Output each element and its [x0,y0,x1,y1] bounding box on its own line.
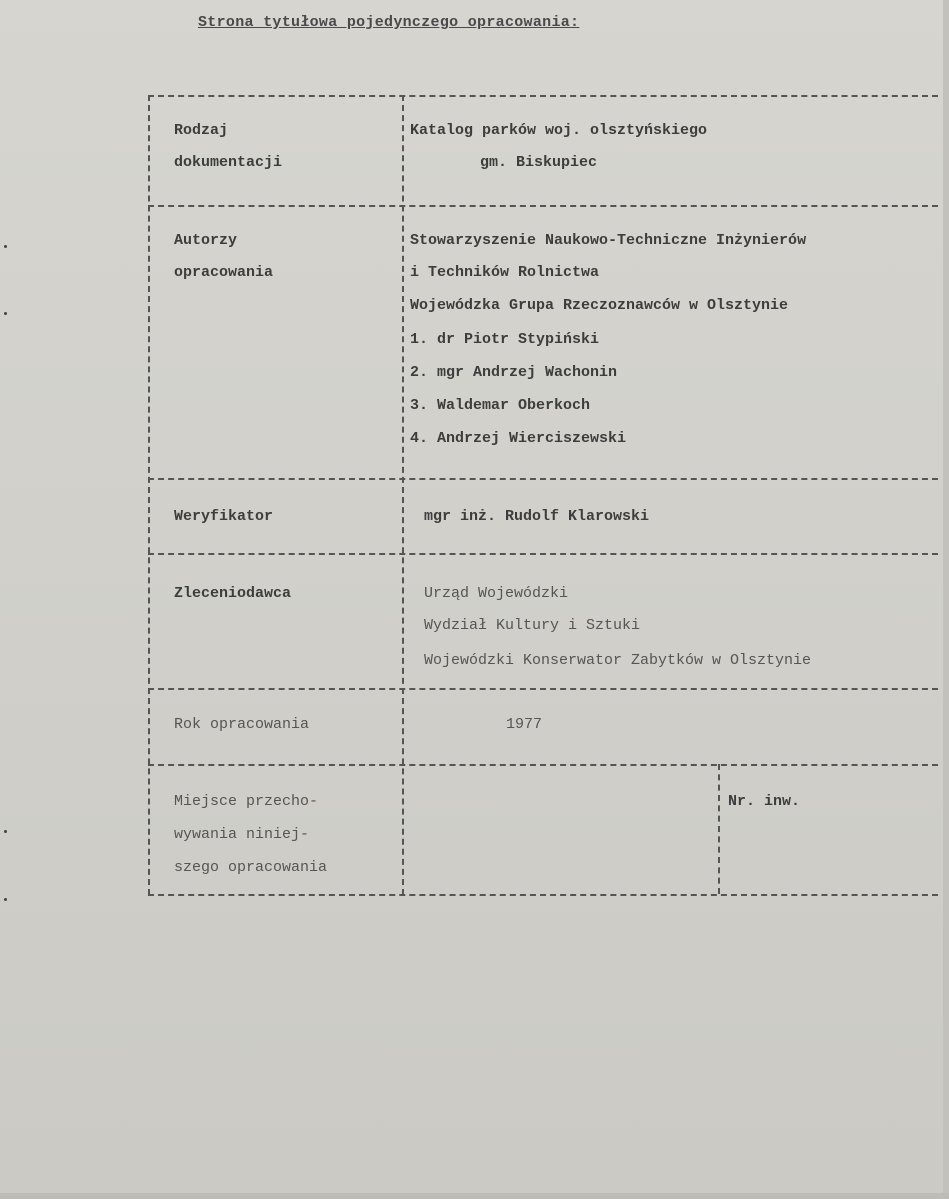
margin-dot [4,830,7,833]
row-value-rodzaj: Katalog parków woj. olsztyńskiego [410,122,708,139]
page-edge [943,0,949,1199]
table-border-left [148,95,150,895]
row-label-miejsce: szego opracowania [174,859,328,876]
page-title: Strona tytułowa pojedynczego opracowania: [198,14,580,31]
row-label-rodzaj: Rodzaj [174,122,229,139]
row-value-weryfikator: mgr inż. Rudolf Klarowski [424,508,650,525]
author-line: Stowarzyszenie Naukowo-Techniczne Inżynierów [410,232,807,249]
row-value-rodzaj: gm. Biskupiec [480,154,598,171]
row-label-miejsce: Miejsce przecho- [174,793,319,810]
row-divider [148,764,938,766]
author-line: i Techników Rolnictwa [410,264,600,281]
row-value-zleceniodawca: Wydział Kultury i Sztuki [424,617,641,634]
row-label-zleceniodawca: Zleceniodawca [174,585,292,602]
author-line: 2. mgr Andrzej Wachonin [410,364,618,381]
author-line: 3. Waldemar Oberkoch [410,397,591,414]
row-label-rodzaj: dokumentacji [174,154,283,171]
row-value-rok: 1977 [506,716,543,733]
row-divider [148,478,938,480]
row-divider [148,205,938,207]
row-divider [148,688,938,690]
row-label-rok: Rok opracowania [174,716,310,733]
margin-dot [4,898,7,901]
row-value-zleceniodawca: Urząd Wojewódzki [424,585,569,602]
page-bottom-edge [0,1193,949,1199]
row-divider [148,553,938,555]
author-line: 1. dr Piotr Stypiński [410,331,600,348]
row-label-autorzy: Autorzy [174,232,238,249]
margin-dot [4,312,7,315]
author-line: Wojewódzka Grupa Rzeczoznawców w Olsztynie [410,297,789,314]
column-divider-inv [718,764,720,894]
column-divider [402,95,404,895]
row-label-miejsce: wywania niniej- [174,826,310,843]
table-border-top [148,95,938,97]
row-label-autorzy: opracowania [174,264,274,281]
row-value-zleceniodawca: Wojewódzki Konserwator Zabytków w Olsztynie [424,652,812,669]
margin-dot [4,245,7,248]
inventory-number-label: Nr. inw. [728,793,801,810]
table-border-bottom [148,894,938,896]
row-label-weryfikator: Weryfikator [174,508,274,525]
author-line: 4. Andrzej Wierciszewski [410,430,627,447]
